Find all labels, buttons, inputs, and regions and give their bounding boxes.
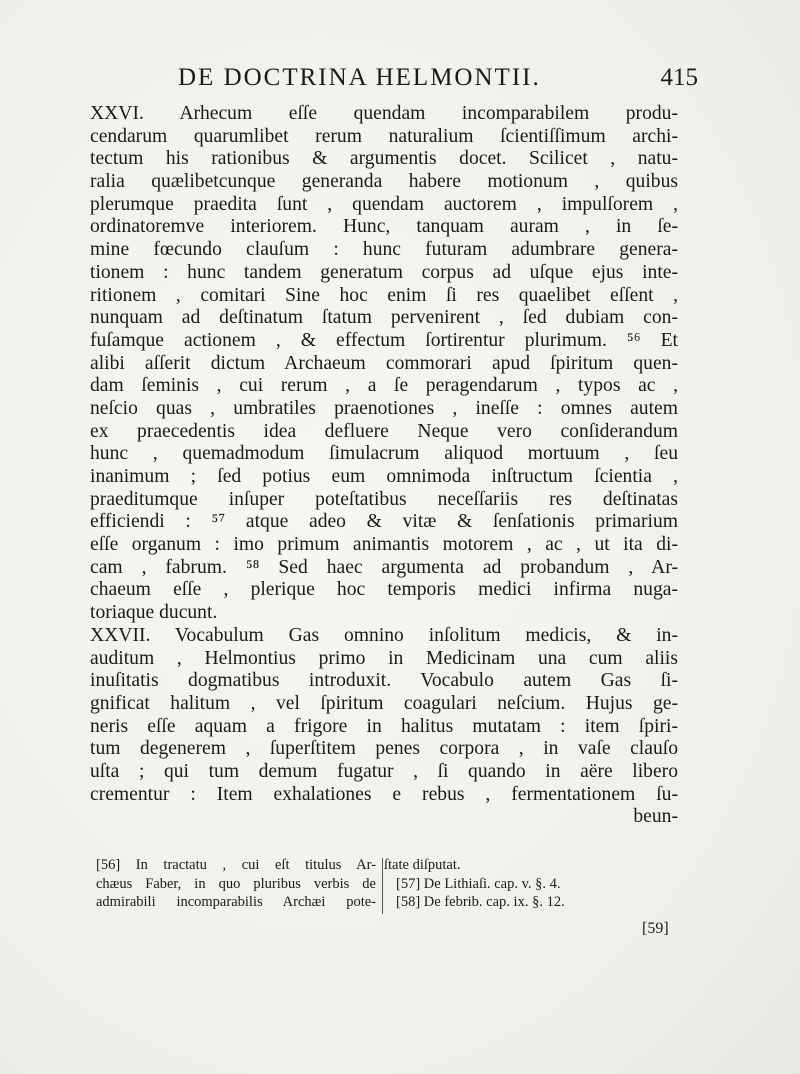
text-line: XXVII. Vocabulum Gas omnino inſolitum medicis, & in-: [90, 624, 678, 646]
footnote-line: [57] De Lithiaſi. cap. v. §. 4.: [396, 875, 561, 892]
footnote-column-right: [384, 856, 684, 912]
text-line: mine fœcundo clauſum : hunc futuram adumbrare genera-: [90, 239, 678, 261]
footnote-divider: [382, 858, 383, 914]
footnote-line: chæus Faber, in quo pluribus verbis de: [96, 875, 376, 892]
footnote-column-left: [96, 856, 376, 912]
text-line: toriaque ducunt.: [90, 602, 218, 624]
footnotes: [96, 856, 682, 946]
text-line: ex praecedentis idea defluere Neque vero conſiderandum: [90, 420, 678, 442]
text-line: ritionem , comitari Sine hoc enim ſi res quaelibet eſſent ,: [90, 284, 678, 306]
footnote-line: [58] De febrib. cap. ix. §. 12.: [396, 894, 565, 910]
text-line: inuſitatis dogmatibus introduxit. Vocabulo autem Gas ſi-: [90, 670, 678, 692]
text-line: praeditumque inſuper poteſtatibus neceſſariis res deſtinatas: [90, 488, 678, 510]
text-line: tum degenerem , ſuperſtitem penes corpora , in vaſe clauſo: [90, 738, 678, 760]
text-line: XXVI. Arhecum eſſe quendam incomparabilem produ-: [90, 103, 678, 124]
text-line: chaeum eſſe , plerique hoc temporis medici infirma nuga-: [90, 579, 678, 601]
text-line: cam , fabrum. ⁵⁸ Sed haec argumenta ad probandum , Ar-: [90, 556, 678, 578]
text-line: tionem : hunc tandem generatum corpus ad uſque ejus inte-: [90, 261, 678, 283]
text-line: dam ſeminis , cui rerum , a ſe peragendarum , typos ac ,: [90, 375, 678, 397]
text-line: efficiendi : ⁵⁷ atque adeo & vitæ & ſenſationis primarium: [90, 511, 678, 533]
text-line: tectum his rationibus & argumentis docet. Scilicet , natu-: [90, 148, 678, 170]
text-line: alibi aſſerit dictum Archaeum commorari apud ſpiritum quen-: [90, 352, 678, 374]
text-line: inanimum ; ſed potius eum omnimoda inſtructum ſcientia ,: [90, 466, 678, 487]
running-head: [178, 64, 698, 100]
text-line: gnificat halitum , vel ſpiritum coagulari neſcium. Hujus ge-: [90, 692, 678, 714]
text-line: fuſamque actionem , & effectum ſortirentur plurimum. ⁵⁶ Et: [90, 329, 678, 351]
catchword: [59]: [642, 920, 669, 937]
running-title: DE DOCTRINA HELMONTII.: [178, 64, 541, 91]
footnote-line: ſtate diſputat.: [384, 857, 461, 873]
text-line: ordinatoremve interiorem. Hunc, tanquam auram , in ſe-: [90, 216, 678, 238]
footnote-line: [56] In tractatu , cui eſt titulus Ar-: [96, 857, 376, 873]
text-line: beun-: [633, 806, 678, 828]
text-line: eſſe organum : imo primum animantis motorem , ac , ut ita di-: [90, 534, 678, 556]
page-number: 415: [660, 64, 698, 91]
main-text: [90, 103, 678, 829]
text-line: neris eſſe aquam a frigore in halitus mutatam : item ſpiri-: [90, 715, 678, 737]
text-line: plerumque praedita ſunt , quendam auctorem , impulſorem ,: [90, 193, 678, 215]
text-line: neſcio quas , umbratiles praenotiones , ineſſe : omnes autem: [90, 397, 678, 419]
text-line: ralia quælibetcunque generanda habere motionum , quibus: [90, 171, 678, 193]
text-line: uſta ; qui tum demum fugatur , ſi quando in aëre libero: [90, 760, 678, 782]
text-line: auditum , Helmontius primo in Medicinam una cum aliis: [90, 647, 678, 669]
text-line: crementur : Item exhalationes e rebus , fermentationem ſu-: [90, 783, 678, 805]
footnote-line: admirabili incomparabilis Archæi pote-: [96, 894, 376, 910]
text-line: cendarum quarumlibet rerum naturalium ſcientiſſimum archi-: [90, 125, 678, 147]
text-line: nunquam ad deſtinatum ſtatum pervenirent , ſed dubiam con-: [90, 307, 678, 329]
text-line: hunc , quemadmodum ſimulacrum aliquod mortuum , ſeu: [90, 443, 678, 465]
